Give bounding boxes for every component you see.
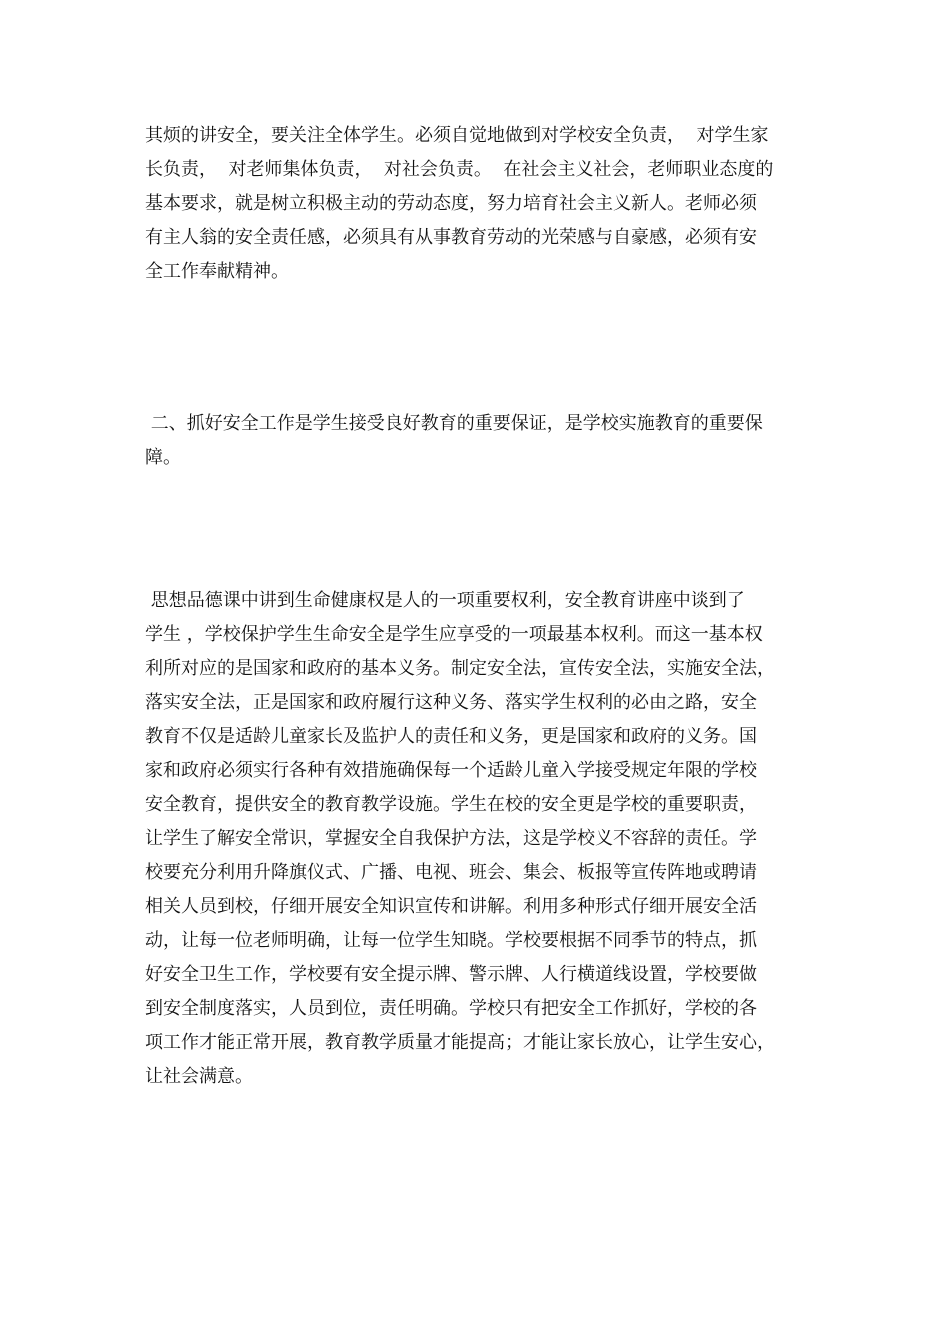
text-line: 让社会满意。 (145, 1066, 253, 1087)
text-line: 学生 ，学校保护学生生命安全是学生应享受的一项最基本权利。而这一基本权 (145, 624, 763, 645)
text-line: 安全教育，提供安全的教育教学设施。学生在校的安全更是学校的重要职责， (145, 794, 757, 815)
text-line: 其烦的讲安全，要关注全体学生。必须自觉地做到对学校安全负责， 对学生家 (145, 125, 769, 146)
body-paragraph-3 (145, 584, 815, 1094)
text-line: 长负责， 对老师集体负责， 对社会负责。 在社会主义社会，老师职业态度的 (145, 159, 774, 180)
body-paragraph-1 (145, 119, 815, 289)
text-line: 让学生了解安全常识，掌握安全自我保护方法，这是学校义不容辞的责任。学 (145, 828, 757, 849)
text-line: 家和政府必须实行各种有效措施确保每一个适龄儿童入学接受规定年限的学校 (145, 760, 757, 781)
text-line: 动，让每一位老师明确，让每一位学生知晓。学校要根据不同季节的特点，抓 (145, 930, 757, 951)
text-line: 教育不仅是适龄儿童家长及监护人的责任和义务，更是国家和政府的义务。国 (145, 726, 757, 747)
section-heading-2 (145, 407, 815, 475)
heading-line: 二、抓好安全工作是学生接受良好教育的重要保证，是学校实施教育的重要保 (145, 413, 763, 434)
text-line: 全工作奉献精神。 (145, 261, 289, 282)
text-line: 好安全卫生工作，学校要有安全提示牌、警示牌、人行横道线设置，学校要做 (145, 964, 757, 985)
heading-line: 障。 (145, 447, 181, 468)
text-line: 落实安全法，正是国家和政府履行这种义务、落实学生权利的必由之路，安全 (145, 692, 757, 713)
text-line: 基本要求，就是树立积极主动的劳动态度，努力培育社会主义新人。老师必须 (145, 193, 757, 214)
text-line: 思想品德课中讲到生命健康权是人的一项重要权利，安全教育讲座中谈到了 (145, 590, 745, 611)
text-line: 项工作才能正常开展，教育教学质量才能提高；才能让家长放心，让学生安心， (145, 1032, 775, 1053)
text-line: 相关人员到校，仔细开展安全知识宣传和讲解。利用多种形式仔细开展安全活 (145, 896, 757, 917)
text-line: 有主人翁的安全责任感，必须具有从事教育劳动的光荣感与自豪感，必须有安 (145, 227, 757, 248)
text-line: 校要充分利用升降旗仪式、广播、电视、班会、集会、板报等宣传阵地或聘请 (145, 862, 757, 883)
text-line: 利所对应的是国家和政府的基本义务。制定安全法，宣传安全法，实施安全法， (145, 658, 775, 679)
text-line: 到安全制度落实，人员到位，责任明确。学校只有把安全工作抓好，学校的各 (145, 998, 757, 1019)
